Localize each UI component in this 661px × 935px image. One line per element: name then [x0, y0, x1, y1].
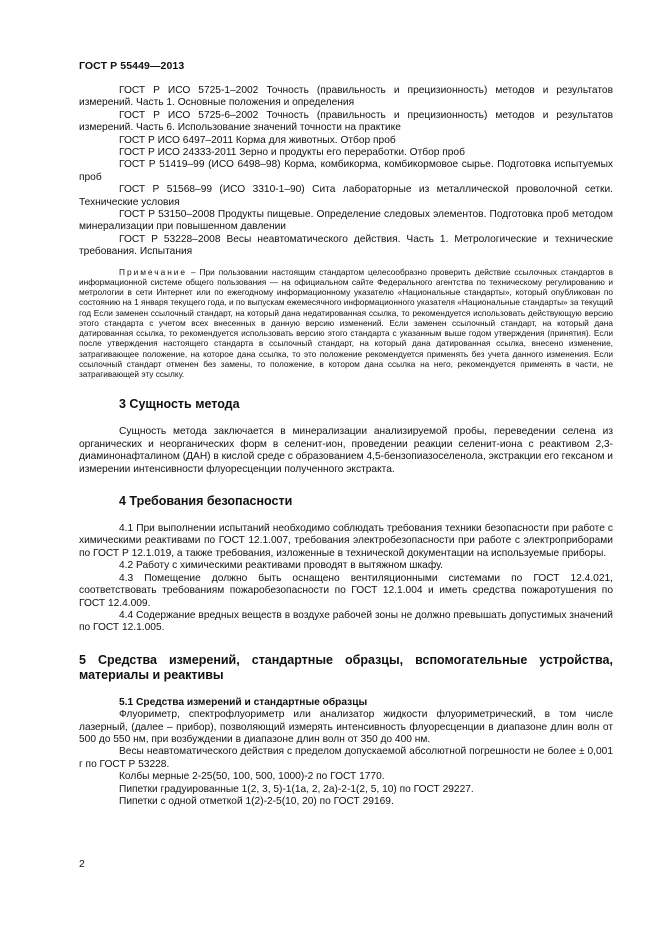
reference-item: ГОСТ Р ИСО 24333-2011 Зерно и продукты его переработки. Отбор проб	[119, 147, 465, 159]
document-header: ГОСТ Р 55449—2013	[79, 60, 185, 72]
reference-item: ГОСТ Р ИСО 5725-6–2002 Точность (правильность и прецизионность) методов и результатов измерений. Часть 6. Использование значений точности на практике	[79, 109, 613, 134]
note-text: – При пользовании настоящим стандартом целесообразно проверить действие ссылочных стандартов в информационной системе общего пользования — на официальном сайте Федерального агентства по техническому регулированию и метрологии в сети Интернет или по ежегодному информационному указателю «Национальные стандарты», который опубликован по состоянию на 1 января текущего года, и по выпускам ежемесячного информационного указателя «Национальные стандарты» за текущий год Если заменен ссылочный стандарт, на который дана недатированная ссылка, то рекомендуется использовать действующую версию этого стандарта с учетом всех внесенных в данную версию изменений. Если заменен ссылочный стандарт, на который дана датированная ссылка, то рекомендуется использовать версию этого стандарта с указанным выше годом утверждения (принятия). Если после утверждения настоящего стандарта в ссылочный стандарт, на который дана датированная ссылка, внесено изменение, затрагивающее положение, на которое дана ссылка, то это положение рекомендуется применять без учета данного изменения. Если ссылочный стандарт отменен без замены, то положение, в котором дана ссылка на него, рекомендуется применять в части, не затрагивающей эту ссылку.	[79, 266, 613, 380]
reference-item: ГОСТ Р 53228–2008 Весы неавтоматического действия. Часть 1. Метрологические и технические требования. Испытания	[79, 233, 613, 258]
page-number: 2	[79, 858, 85, 870]
reference-item: ГОСТ Р 51568–99 (ИСО 3310-1–90) Сита лабораторные из металлической проволочной сетки. Технические условия	[79, 184, 613, 208]
section-5-item: Весы неавтоматического действия с пределом допускаемой абсолютной погрешности не более ± 0,001 г по ГОСТ Р 53228.	[79, 746, 613, 770]
section-3-title: 3 Сущность метода	[119, 397, 240, 412]
section-4-item: 4.1 При выполнении испытаний необходимо соблюдать требования техники безопасности при работе с химическими реактивами по ГОСТ 12.1.007, требования электробезопасности при работе с электроприборами по ГОСТ Р 12.1.019, а также требования, изложенные в технической документации на используемые приборы.	[79, 523, 613, 559]
subsection-5-1-title: 5.1 Средства измерений и стандартные образцы	[119, 696, 368, 708]
reference-item: ГОСТ Р 53150–2008 Продукты пищевые. Определение следовых элементов. Подготовка проб методом минерализации при повышенном давлении	[79, 209, 613, 233]
normative-references	[79, 85, 613, 259]
reference-item: ГОСТ Р 51419–99 (ИСО 6498–98) Корма, комбикорма, комбикормовое сырье. Подготовка испытуемых проб	[79, 159, 613, 183]
section-5-title: 5 Средства измерений, стандартные образцы, вспомогательные устройства, материалы и реактивы	[79, 652, 613, 682]
section-5-item: Пипетки градуированные 1(2, 3, 5)-1(1а, 2, 2а)-2-1(2, 5, 10) по ГОСТ 29227.	[119, 783, 474, 795]
section-5-item: Флуориметр, спектрофлуориметр или анализатор жидкости флуориметрический, в том числе лазерный, (далее – прибор), позволяющий измерять интенсивность флуоресценции в диапазоне длин волн от 500 до 550 нм, при возбуждении в диапазоне длин волн от 350 до 400 нм.	[79, 709, 613, 745]
reference-item: ГОСТ Р ИСО 6497–2011 Корма для животных. Отбор проб	[119, 134, 396, 146]
document-body	[79, 85, 613, 808]
section-3-text: Сущность метода заключается в минерализации анализируемой пробы, переведении селена из органических и неорганических форм в селенит-ион, проведении реакции селенит-иона с реактивом 2,3-диаминонафталином (ДАН) в кислой среде с образованием 4,5-бензопиазоселенола, экстракции его гексаном и измерении интенсивности флуоресценции полученного экстракта.	[79, 426, 613, 475]
note-label: Примечание	[119, 266, 188, 277]
section-4-item: 4.2 Работу с химическими реактивами проводят в вытяжном шкафу.	[119, 560, 443, 572]
section-5-item: Пипетки с одной отметкой 1(2)-2-5(10, 20) по ГОСТ 29169.	[119, 795, 394, 807]
section-4-item: 4.4 Содержание вредных веществ в воздухе рабочей зоны не должно превышать допустимых значений по ГОСТ 12.1.005.	[79, 609, 613, 634]
section-4-title: 4 Требования безопасности	[119, 494, 293, 509]
reference-item: ГОСТ Р ИСО 5725-1–2002 Точность (правильность и прецизионность) методов и результатов измерений. Часть 1. Основные положения и определения	[79, 85, 613, 109]
section-4-item: 4.3 Помещение должно быть оснащено вентиляционными системами по ГОСТ 12.4.021, соответствовать требованиям пожаробезопасности по ГОСТ 12.1.004 и иметь средства пожаротушения по ГОСТ 12.4.009.	[79, 572, 613, 609]
section-5-item: Колбы мерные 2-25(50, 100, 500, 1000)-2 по ГОСТ 1770.	[119, 771, 385, 783]
note-paragraph	[79, 267, 613, 380]
